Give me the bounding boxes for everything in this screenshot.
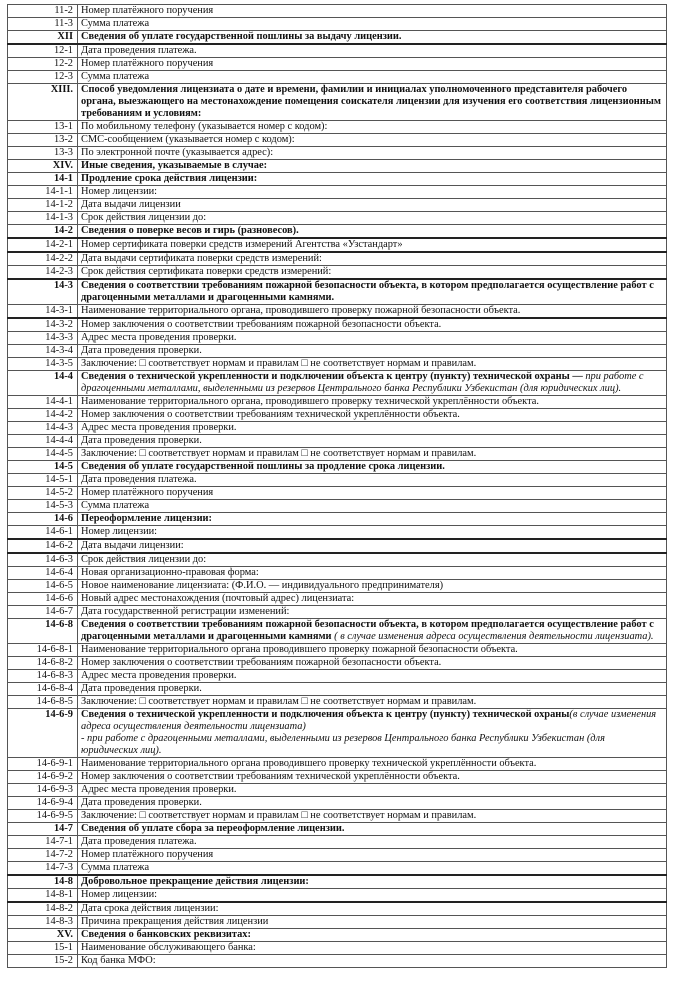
item-number: 14-7 — [8, 823, 78, 836]
table-row — [8, 71, 667, 84]
section-header-row — [8, 160, 667, 173]
item-label-text: Дата проведения платежа. — [81, 836, 197, 847]
item-label — [78, 147, 667, 160]
table-row — [8, 955, 667, 968]
item-number: 14-5-1 — [8, 474, 78, 487]
table-row — [8, 305, 667, 319]
item-label — [78, 266, 667, 280]
item-label-text: По мобильному телефону (указывается номер с кодом): — [81, 121, 328, 132]
section-header-row — [8, 461, 667, 474]
item-number: 14-8 — [8, 875, 78, 889]
item-number: 14-6-8-4 — [8, 683, 78, 696]
item-label-text: Номер заключения о соответствии требованиям пожарной безопасности объекта. — [81, 319, 442, 330]
item-label — [78, 683, 667, 696]
table-row — [8, 696, 667, 709]
item-number: 14-2 — [8, 225, 78, 239]
item-number: 14-7-2 — [8, 849, 78, 862]
item-label — [78, 186, 667, 199]
item-label-text: Сумма платежа — [81, 500, 150, 511]
section-header-row — [8, 513, 667, 526]
item-number: 14-1-2 — [8, 199, 78, 212]
item-number: 14-6-2 — [8, 539, 78, 553]
item-label-text: Способ уведомления лицензиата о дате и времени, фамилии и инициалах уполномоченного представителя рабочего органа, выезжающего на местонахождение помещения соискателя лицензии для изучения его соответствия лицензионным требованиям и условиям: — [81, 84, 661, 119]
item-label — [78, 279, 667, 305]
table-row — [8, 147, 667, 160]
item-number: 14-5 — [8, 461, 78, 474]
section-header-row — [8, 84, 667, 121]
item-label — [78, 31, 667, 45]
table-row — [8, 5, 667, 18]
item-label-text: Сведения о банковских реквизитах: — [81, 929, 251, 940]
item-label — [78, 396, 667, 409]
item-number: 14-5-2 — [8, 487, 78, 500]
item-label-text: Новый адрес местонахождения (почтовый адрес) лицензиата: — [81, 593, 355, 604]
license-form-table — [7, 4, 667, 968]
item-number: 14-1-3 — [8, 212, 78, 225]
item-note: при работе с драгоценными металлами, выделенными из резервов Центрального банка Республики Узбекистан (для юридических лиц). — [81, 371, 644, 394]
item-label — [78, 539, 667, 553]
item-label-text: Сведения о технической укрепленности и подключения объекта к центру (пункту) технической охраны — [81, 709, 570, 720]
table-row — [8, 916, 667, 929]
table-row — [8, 345, 667, 358]
table-row — [8, 448, 667, 461]
item-number: 12-1 — [8, 44, 78, 58]
item-label — [78, 657, 667, 670]
item-number: 14-6 — [8, 513, 78, 526]
table-row — [8, 889, 667, 903]
item-label — [78, 225, 667, 239]
item-label — [78, 173, 667, 186]
table-row — [8, 199, 667, 212]
table-row — [8, 849, 667, 862]
item-number: 14-4-5 — [8, 448, 78, 461]
item-label — [78, 71, 667, 84]
item-number: 14-3 — [8, 279, 78, 305]
item-label-text: По электронной почте (указывается адрес): — [81, 147, 274, 158]
item-number: XIII. — [8, 84, 78, 121]
item-number: 14-4-4 — [8, 435, 78, 448]
item-label-text: Причина прекращения действия лицензии — [81, 916, 269, 927]
table-row — [8, 836, 667, 849]
item-label-text: Добровольное прекращение действия лицензии: — [81, 876, 309, 887]
item-label — [78, 553, 667, 567]
item-number: 14-3-5 — [8, 358, 78, 371]
table-row — [8, 252, 667, 266]
table-row — [8, 487, 667, 500]
table-row — [8, 942, 667, 955]
item-label — [78, 212, 667, 225]
table-row — [8, 238, 667, 252]
table-row — [8, 606, 667, 619]
item-label-text: Новое наименование лицензиата: (Ф.И.О. — индивидуального предпринимателя) — [81, 580, 444, 591]
item-label-text: Адрес места проведения проверки. — [81, 670, 237, 681]
item-number: 14-6-8-1 — [8, 644, 78, 657]
table-row — [8, 862, 667, 876]
section-header-row — [8, 619, 667, 644]
item-number: 14-6-3 — [8, 553, 78, 567]
item-label — [78, 461, 667, 474]
item-number: 14-8-2 — [8, 902, 78, 916]
item-label — [78, 580, 667, 593]
item-label — [78, 889, 667, 903]
table-row — [8, 409, 667, 422]
item-label-text: Сумма платежа — [81, 862, 150, 873]
item-label — [78, 771, 667, 784]
table-row — [8, 683, 667, 696]
item-label — [78, 409, 667, 422]
item-number: 14-6-9-5 — [8, 810, 78, 823]
item-number: 14-5-3 — [8, 500, 78, 513]
item-number: 14-1-1 — [8, 186, 78, 199]
item-number: 14-6-6 — [8, 593, 78, 606]
item-number: 14-2-1 — [8, 238, 78, 252]
item-label-text: Сведения об уплате сбора за переоформление лицензии. — [81, 823, 345, 834]
item-number: 13-2 — [8, 134, 78, 147]
item-number: 14-3-2 — [8, 318, 78, 332]
section-header-row — [8, 709, 667, 758]
item-number: 14-4-2 — [8, 409, 78, 422]
table-row — [8, 186, 667, 199]
table-row — [8, 902, 667, 916]
section-header-row — [8, 371, 667, 396]
table-row — [8, 526, 667, 540]
item-number: 14-4 — [8, 371, 78, 396]
table-row — [8, 318, 667, 332]
section-header-row — [8, 225, 667, 239]
table-row — [8, 593, 667, 606]
item-label-text: Срок действия сертификата поверки средств измерений: — [81, 266, 332, 277]
item-label-text: Иные сведения, указываемые в случае: — [81, 160, 268, 171]
item-label-text: Дата проведения проверки. — [81, 683, 202, 694]
item-note: (в случае изменения адреса осуществления деятельности лицензиата) — [81, 709, 657, 732]
item-label-text: Дата выдачи сертификата поверки средств измерений: — [81, 253, 322, 264]
item-label — [78, 18, 667, 31]
item-number: 14-3-1 — [8, 305, 78, 319]
item-label — [78, 670, 667, 683]
item-label-text: Заключение: □ соответствует нормам и правилам □ не соответствует нормам и правилам. — [81, 448, 477, 459]
table-row — [8, 771, 667, 784]
item-number: 13-3 — [8, 147, 78, 160]
table-row — [8, 134, 667, 147]
section-header-row — [8, 929, 667, 942]
item-number: 15-2 — [8, 955, 78, 968]
item-number: 14-8-3 — [8, 916, 78, 929]
item-label-text: Наименование обслуживающего банка: — [81, 942, 256, 953]
table-row — [8, 358, 667, 371]
item-label — [78, 332, 667, 345]
table-row — [8, 58, 667, 71]
item-label-text: Дата срока действия лицензии: — [81, 903, 219, 914]
item-label — [78, 619, 667, 644]
item-label-text: Сумма платежа — [81, 18, 150, 29]
item-label — [78, 955, 667, 968]
table-row — [8, 539, 667, 553]
item-label — [78, 58, 667, 71]
item-label-text: Сведения о соответствии требованиям пожарной безопасности объекта, в котором предполагается осуществление работ с драгоценными металлами и драгоценными камнями — [81, 619, 654, 642]
item-label-text: Адрес места проведения проверки. — [81, 784, 237, 795]
item-label-text: Адрес места проведения проверки. — [81, 332, 237, 343]
item-label — [78, 709, 667, 758]
item-number: 12-3 — [8, 71, 78, 84]
item-label-text: СМС-сообщением (указывается номер с кодом): — [81, 134, 295, 145]
item-label — [78, 487, 667, 500]
item-number: 13-1 — [8, 121, 78, 134]
table-row — [8, 474, 667, 487]
item-label-text: Сведения о технической укрепленности и подключении объекта к центру (пункту) технической охраны — — [81, 371, 586, 382]
item-number: 14-6-9 — [8, 709, 78, 758]
item-label-text: Продление срока действия лицензии: — [81, 173, 258, 184]
table-row — [8, 435, 667, 448]
table-row — [8, 396, 667, 409]
item-label-text: Дата выдачи лицензии: — [81, 540, 184, 551]
item-label-text: Номер лицензии: — [81, 526, 158, 537]
item-number: 14-4-1 — [8, 396, 78, 409]
item-number: 14-6-8 — [8, 619, 78, 644]
item-label-text: Дата проведения проверки. — [81, 797, 202, 808]
item-label-text: Номер лицензии: — [81, 889, 158, 900]
item-label — [78, 696, 667, 709]
item-number: 11-2 — [8, 5, 78, 18]
item-label — [78, 358, 667, 371]
table-row — [8, 212, 667, 225]
item-label — [78, 849, 667, 862]
item-label-text: Код банка МФО: — [81, 955, 156, 966]
item-label-text: Номер платёжного поручения — [81, 487, 214, 498]
item-label-text: Сведения об уплате государственной пошлины за продление срока лицензии. — [81, 461, 445, 472]
item-label-text: Номер заключения о соответствии требованиям технической укреплённости объекта. — [81, 771, 460, 782]
item-label-text: Заключение: □ соответствует нормам и правилам □ не соответствует нормам и правилам. — [81, 358, 477, 369]
item-label-text: Номер заключения о соответствии требованиям пожарной безопасности объекта. — [81, 657, 442, 668]
item-label — [78, 593, 667, 606]
table-row — [8, 500, 667, 513]
item-number: 14-6-8-5 — [8, 696, 78, 709]
table-row — [8, 567, 667, 580]
item-number: 14-4-3 — [8, 422, 78, 435]
item-number: 12-2 — [8, 58, 78, 71]
item-label — [78, 160, 667, 173]
item-label-text: Номер заключения о соответствии требованиям технической укреплённости объекта. — [81, 409, 460, 420]
item-label — [78, 5, 667, 18]
table-row — [8, 580, 667, 593]
item-label — [78, 513, 667, 526]
table-row — [8, 18, 667, 31]
item-number: 14-6-4 — [8, 567, 78, 580]
item-label-text: Дата выдачи лицензии — [81, 199, 181, 210]
item-number: 14-6-7 — [8, 606, 78, 619]
item-label-text: Заключение: □ соответствует нормам и правилам □ не соответствует нормам и правилам. — [81, 810, 477, 821]
item-label — [78, 797, 667, 810]
item-label — [78, 448, 667, 461]
section-header-row — [8, 823, 667, 836]
item-label — [78, 435, 667, 448]
table-row — [8, 553, 667, 567]
item-number: 14-6-8-2 — [8, 657, 78, 670]
table-row — [8, 266, 667, 280]
item-number: XIV. — [8, 160, 78, 173]
item-number: 14-7-3 — [8, 862, 78, 876]
item-label-text: Новая организационно-правовая форма: — [81, 567, 259, 578]
item-number: 14-8-1 — [8, 889, 78, 903]
table-row — [8, 797, 667, 810]
item-label-text: Наименование территориального органа проводившего проверку пожарной безопасности объекта. — [81, 644, 518, 655]
item-label — [78, 916, 667, 929]
item-label-text: Наименование территориального органа проводившего проверку технической укреплённости объекта. — [81, 758, 537, 769]
item-label — [78, 318, 667, 332]
item-label-text: Дата государственной регистрации изменений: — [81, 606, 290, 617]
item-number: 11-3 — [8, 18, 78, 31]
item-label — [78, 823, 667, 836]
item-label — [78, 305, 667, 319]
item-label-text: Сведения об уплате государственной пошлины за выдачу лицензии. — [81, 31, 402, 42]
item-label — [78, 345, 667, 358]
table-row — [8, 670, 667, 683]
table-row — [8, 758, 667, 771]
item-label — [78, 371, 667, 396]
item-label — [78, 526, 667, 540]
item-label — [78, 875, 667, 889]
table-row — [8, 644, 667, 657]
item-label — [78, 836, 667, 849]
item-label-text: Сумма платежа — [81, 71, 150, 82]
item-label — [78, 238, 667, 252]
item-label-text: Дата проведения проверки. — [81, 435, 202, 446]
section-header-row — [8, 279, 667, 305]
item-label — [78, 862, 667, 876]
item-label-text: Номер платёжного поручения — [81, 5, 214, 16]
table-row — [8, 44, 667, 58]
item-label — [78, 902, 667, 916]
table-row — [8, 810, 667, 823]
item-label — [78, 758, 667, 771]
section-header-row — [8, 31, 667, 45]
item-number: 14-6-1 — [8, 526, 78, 540]
item-label-text: Дата проведения проверки. — [81, 345, 202, 356]
item-number: XV. — [8, 929, 78, 942]
item-number: 14-6-5 — [8, 580, 78, 593]
item-number: 14-2-3 — [8, 266, 78, 280]
item-label-text: Номер платёжного поручения — [81, 58, 214, 69]
item-label — [78, 567, 667, 580]
item-number: 14-6-9-3 — [8, 784, 78, 797]
item-label — [78, 784, 667, 797]
item-label — [78, 199, 667, 212]
item-label — [78, 644, 667, 657]
item-label — [78, 134, 667, 147]
item-label-text: Адрес места проведения проверки. — [81, 422, 237, 433]
item-number: 14-2-2 — [8, 252, 78, 266]
item-label — [78, 606, 667, 619]
table-row — [8, 121, 667, 134]
item-label — [78, 942, 667, 955]
item-number: 14-3-3 — [8, 332, 78, 345]
item-label — [78, 252, 667, 266]
item-number: 14-6-9-4 — [8, 797, 78, 810]
item-label-text: Срок действия лицензии до: — [81, 212, 207, 223]
item-note: ( в случае изменения адреса осуществления деятельности лицензиата). — [331, 631, 654, 642]
section-header-row — [8, 875, 667, 889]
item-label — [78, 44, 667, 58]
table-row — [8, 657, 667, 670]
item-label-text: Номер лицензии: — [81, 186, 158, 197]
item-label-text: Сведения о соответствии требованиям пожарной безопасности объекта, в котором предполагается осуществление работ с драгоценными металлами и драгоценными камнями. — [81, 280, 654, 303]
item-label-text: Дата проведения платежа. — [81, 474, 197, 485]
item-number: 15-1 — [8, 942, 78, 955]
item-label-text: Номер сертификата поверки средств измерений Агентства «Узстандарт» — [81, 239, 403, 250]
item-label — [78, 500, 667, 513]
item-label-text: Срок действия лицензии до: — [81, 554, 207, 565]
item-label — [78, 84, 667, 121]
item-number: 14-6-9-1 — [8, 758, 78, 771]
item-number: 14-3-4 — [8, 345, 78, 358]
item-number: 14-6-8-3 — [8, 670, 78, 683]
table-row — [8, 332, 667, 345]
item-label-text: Наименование территориального органа, проводившего проверку технической укреплённости объекта. — [81, 396, 539, 407]
item-note: - при работе с драгоценными металлами, выделенными из резервов Центрального банка Республики Узбекистан (для юридических лиц). — [81, 733, 605, 756]
section-header-row — [8, 173, 667, 186]
item-label — [78, 121, 667, 134]
item-number: 14-1 — [8, 173, 78, 186]
table-body — [8, 5, 667, 968]
item-label — [78, 929, 667, 942]
table-row — [8, 422, 667, 435]
table-row — [8, 784, 667, 797]
item-label — [78, 810, 667, 823]
item-label-text: Номер платёжного поручения — [81, 849, 214, 860]
item-label — [78, 422, 667, 435]
item-label — [78, 474, 667, 487]
item-label-text: Сведения о поверке весов и гирь (разновесов). — [81, 225, 299, 236]
item-label-text: Переоформление лицензии: — [81, 513, 212, 524]
item-label-text: Дата проведения платежа. — [81, 45, 197, 56]
item-label-text: Заключение: □ соответствует нормам и правилам □ не соответствует нормам и правилам. — [81, 696, 477, 707]
item-number: 14-6-9-2 — [8, 771, 78, 784]
item-number: 14-7-1 — [8, 836, 78, 849]
item-label-text: Наименование территориального органа, проводившего проверку пожарной безопасности объекта. — [81, 305, 521, 316]
item-number: XII — [8, 31, 78, 45]
